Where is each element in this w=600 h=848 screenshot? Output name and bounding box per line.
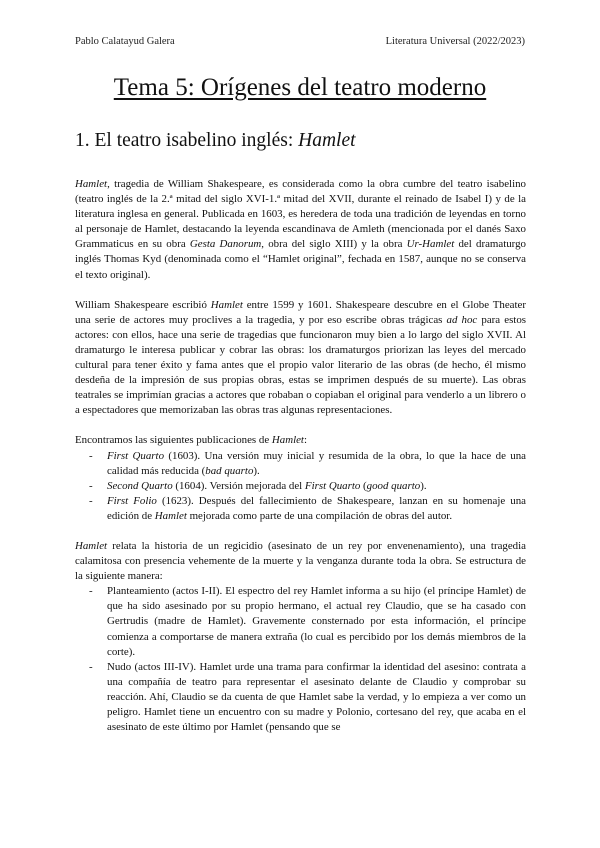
list-item: - Nudo (actos III-IV). Hamlet urde una trama para confirmar la identidad del asesino: contrata a una compañía de teatro para representar el asesinato delante de Claudio y comprobar su reacción. Ahí, Claudio se da cuenta de que Hamlet sabe la verdad, y lo empieza a ver como un peligro. Hamlet tiene un encuentro con su madre y Polonio, cortesano del rey, que acaba en el asesinato de este último por Hamlet (pensando que se: [107, 660, 526, 735]
work-title: Hamlet: [271, 434, 304, 447]
page-header: [75, 36, 525, 47]
paragraph-structure: [75, 539, 526, 584]
edition-title: Second Quarto: [107, 479, 173, 492]
work-title: Hamlet: [210, 298, 243, 311]
work-title: Ur-Hamlet: [406, 238, 455, 251]
text-run: entre 1599 y 1601. Shakespeare descubre en el Globe Theater una serie de actores muy proclives a la tragedia, y por eso escribe obras trágicas: [75, 298, 526, 326]
text-run: William Shakespeare escribió: [75, 298, 211, 311]
edition-title: First Quarto: [107, 449, 165, 462]
paragraph-publications: [75, 433, 526, 448]
work-title: Hamlet: [154, 509, 187, 522]
work-title: Hamlet: [75, 539, 108, 552]
text-run: relata la historia de un regicidio (asesinato de un rey por envenenamiento), una tragedia calamitosa con presencia vehemente de la muerte y la venganza durante toda la obra. Se estructura de la siguiente manera:: [75, 539, 526, 583]
list-item: - Planteamiento (actos I-II). El espectro del rey Hamlet informa a su hijo (el príncipe Hamlet) de que ha sido asesinado por su propio hermano, el actual rey Claudio, que se ha casado con Gertrudis (madre de Hamlet). Gravemente consternado por esta información, el príncipe comienza a comportarse de manera extraña (lo cual es percibido por los demás miembros de la corte).: [107, 584, 526, 659]
document-title: Tema 5: Orígenes del teatro moderno: [113, 74, 487, 101]
text-run: del dramaturgo inglés Thomas Kyd (denominada como el “Hamlet original”, fechada en 1587, aunque no se conserva el texto original).: [75, 238, 527, 281]
work-title: Gesta Danorum: [189, 238, 262, 251]
section-heading: [75, 130, 356, 152]
edition-title: First Folio: [107, 494, 157, 507]
list-item: [107, 449, 526, 479]
section-heading-text: 1. El teatro isabelino inglés:: [75, 130, 299, 151]
text-run: Encontramos las siguientes publicaciones de: [75, 434, 272, 447]
structure-list: [75, 584, 526, 735]
text-run: ).: [253, 464, 260, 477]
text-run: (1623). Después del fallecimiento de Shakespeare, lanzan en su homenaje una edición de: [107, 494, 526, 522]
latin-term: ad hoc: [446, 313, 478, 326]
text-run: (: [360, 479, 367, 492]
text-run: , obra del siglo XIII) y la obra: [261, 238, 407, 251]
edition-term: good quarto: [366, 479, 421, 492]
section-heading-italic: Hamlet: [298, 130, 356, 151]
paragraph-intro: [75, 177, 526, 283]
publications-list: [75, 449, 526, 524]
text-run: para estos actores: con ellos, hace una serie de tragedias que funcionaron muy bien a lo largo del siglo XVII. Al dramaturgo le interesa publicar y cobrar las obras: los dramaturgos priorizan las leyes del mercado cultural para tener éxito y fama antes que el propio valor literario de las obras (de hecho, él mismo desdeña de la impresión de sus propias obras, estas se imprimen después de su muerte). Las obras teatrales se imprimían gracias a actores que robaban o copiaban el original para venderlo a un librero o a espectadores que memorizaban las obras tras algunas representaciones.: [75, 313, 527, 417]
text-run: :: [303, 434, 307, 447]
header-course: Literatura Universal (2022/2023): [385, 36, 525, 47]
paragraph-shakespeare: [75, 298, 526, 419]
edition-term: bad quarto: [205, 464, 254, 477]
text-run: mejorada como parte de una compilación de obras del autor.: [186, 509, 453, 522]
text-run: (1604). Versión mejorada del: [172, 479, 305, 492]
document-body: [75, 177, 526, 750]
text-run: ).: [420, 479, 427, 492]
work-title: Hamlet: [75, 178, 108, 190]
text-run: (1603). Una versión muy inicial y resumida de la obra, lo que la hace de una calidad más reducida (: [107, 449, 526, 477]
header-author: Pablo Calatayud Galera: [75, 36, 175, 47]
list-item: [107, 494, 526, 524]
edition-title: First Quarto: [304, 479, 361, 492]
text-run: , tragedia de William Shakespeare, es considerada como la obra cumbre del teatro isabelino (teatro inglés de la 2.ª mitad del siglo XVI-1.ª mitad del XVII, durante el reinado de Isabel I) y de la literatura inglesa en general. Publicada en 1603, es heredera de toda una tradición de leyendas en torno al personaje de Hamlet, destacando la leyenda escandinava de Amleth (mencionada por el danés Saxo Grammaticus en su obra: [75, 178, 526, 251]
list-item: [107, 479, 526, 494]
